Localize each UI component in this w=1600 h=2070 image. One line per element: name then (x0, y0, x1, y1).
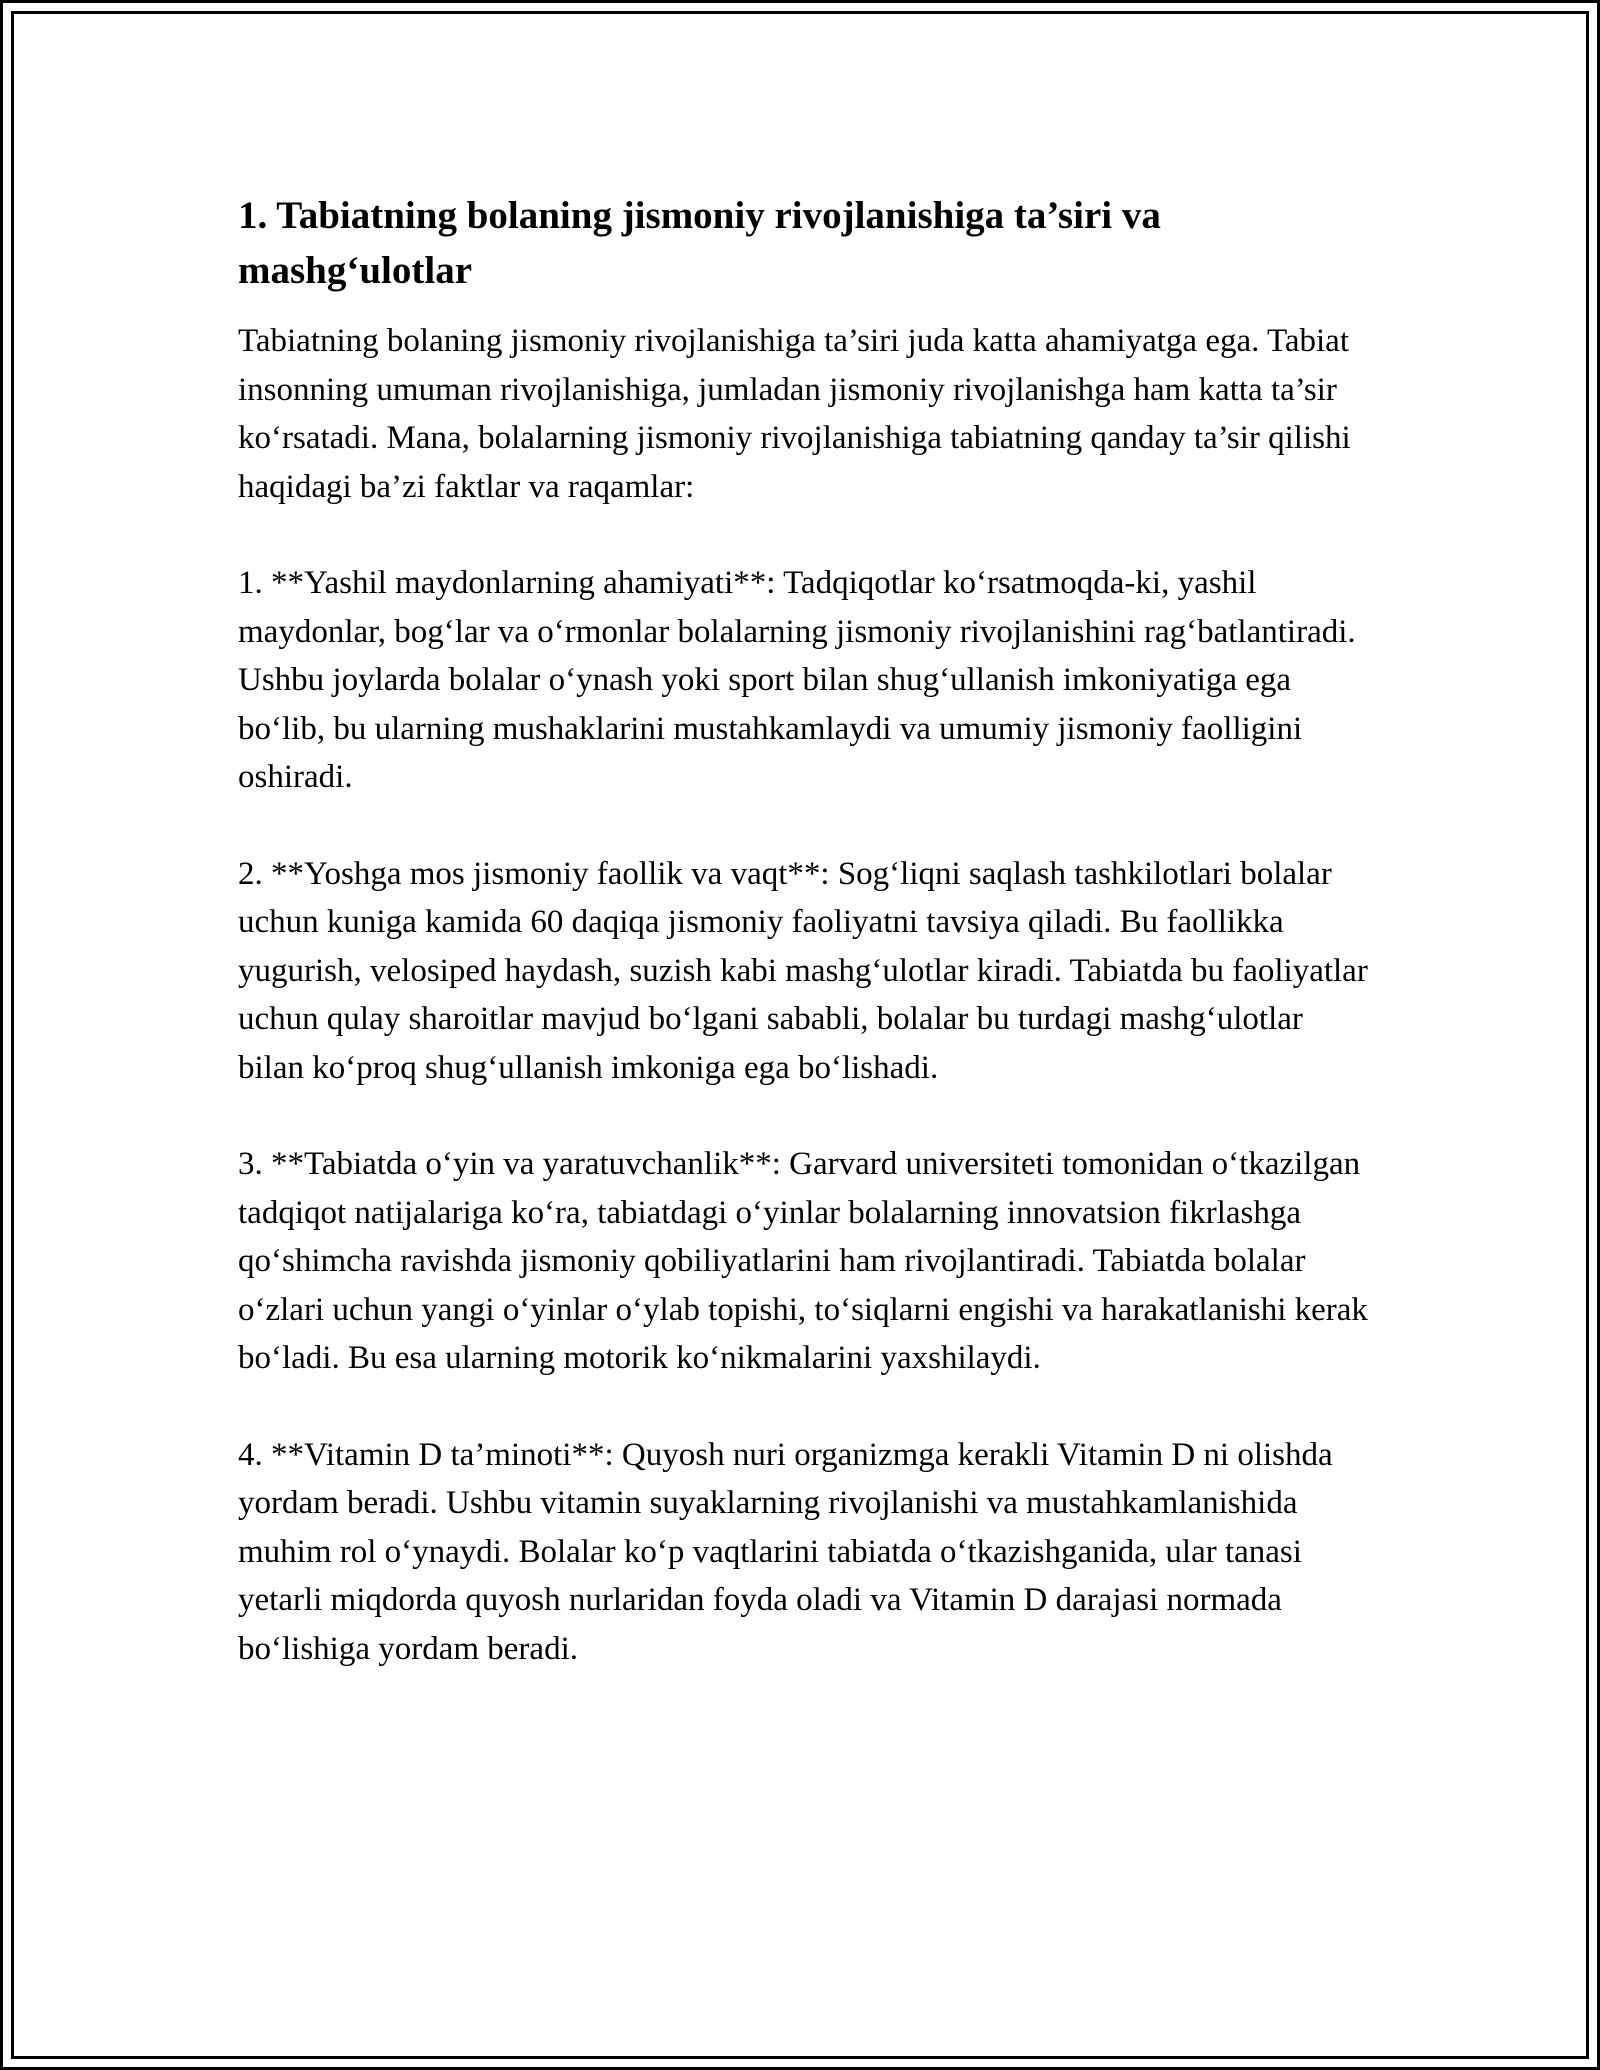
document-title: 1. Tabiatning bolaning jismoniy rivojlanishiga ta’siri va mashg‘ulotlar (238, 194, 1161, 292)
intro-paragraph: Tabiatning bolaning jismoniy rivojlanishiga ta’siri juda katta ahamiyatga ega. Tabiat insonning umuman rivojlanishiga, jumladan jismoniy rivojlanishga ham katta ta’sir ko‘rsatadi. Mana, bolalarning jismoniy rivojlanishiga tabiatning qanday ta’sir qilishi haqidagi ba’zi faktlar va raqamlar: (238, 323, 1351, 505)
document-body (238, 188, 1368, 1721)
paragraph-play-creativity: 3. **Tabiatda o‘yin va yaratuvchanlik**: Garvard universiteti tomonidan o‘tkazilgan tadqiqot natijalariga ko‘ra, tabiatdagi o‘yinlar bolalarning innovatsion fikrlashga qo‘shimcha ravishda jismoniy qobiliyatlarini ham rivojlantiradi. Tabiatda bolalar o‘zlari uchun yangi o‘yinlar o‘ylab topishi, to‘siqlarni engishi va harakatlanishi kerak bo‘ladi. Bu esa ularning motorik ko‘nikmalarini yaxshilaydi. (238, 1146, 1368, 1376)
paragraph-vitamin-d: 4. **Vitamin D ta’minoti**: Quyosh nuri organizmga kerakli Vitamin D ni olishda yordam beradi. Ushbu vitamin suyaklarning rivojlanishi va mustahkamlanishida muhim rol o‘ynaydi. Bolalar ko‘p vaqtlarini tabiatda o‘tkazishganida, ular tanasi yetarli miqdorda quyosh nurlaridan foyda oladi va Vitamin D darajasi normada bo‘lishiga yordam beradi. (238, 1436, 1333, 1667)
paragraph-green-spaces: 1. **Yashil maydonlarning ahamiyati**: Tadqiqotlar ko‘rsatmoqda-ki, yashil maydonlar, bog‘lar va o‘rmonlar bolalarning jismoniy rivojlanishini rag‘batlantiradi. Ushbu joylarda bolalar o‘ynash yoki sport bilan shug‘ullanish imkoniyatiga ega bo‘lib, bu ularning mushaklarini mustahkamlaydi va umumiy jismoniy faolligini oshiradi. (238, 565, 1356, 795)
paragraph-physical-activity: 2. **Yoshga mos jismoniy faollik va vaqt**: Sog‘liqni saqlash tashkilotlari bolalar uchun kuniga kamida 60 daqiqa jismoniy faoliyatni tavsiya qiladi. Bu faollikka yugurish, velosiped haydash, suzish kabi mashg‘ulotlar kiradi. Tabiatda bu faoliyatlar uchun qulay sharoitlar mavjud bo‘lgani sababli, bolalar bu turdagi mashg‘ulotlar bilan ko‘proq shug‘ullanish imkoniga ega bo‘lishadi. (238, 855, 1368, 1086)
